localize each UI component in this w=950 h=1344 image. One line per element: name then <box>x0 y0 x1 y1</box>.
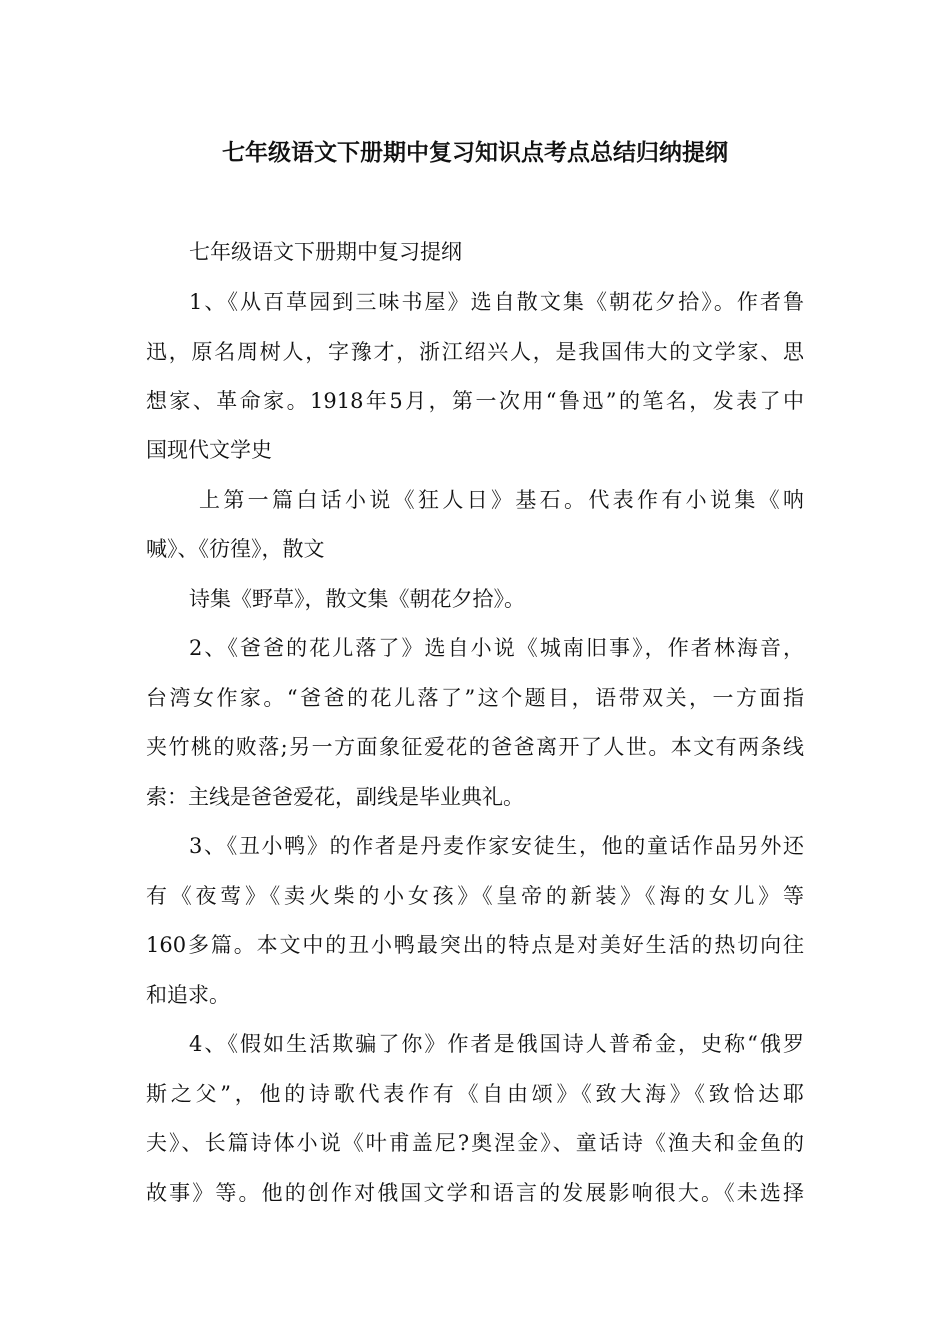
text-line: 4、《假如生活欺骗了你》作者是俄国诗人普希金，史称“俄罗 <box>189 1032 804 1056</box>
text-line: 故事》等。他的创作对俄国文学和语言的发展影响很大。《未选择 <box>146 1181 804 1205</box>
text-line: 斯之父”，他的诗歌代表作有《自由颂》《致大海》《致恰达耶 <box>146 1082 804 1106</box>
text-line: 上第一篇白话小说《狂人日》基石。代表作有小说集《呐 <box>199 488 804 512</box>
text-line: 诗集《野草》，散文集《朝花夕拾》。 <box>189 587 525 611</box>
text-line: 2、《爸爸的花儿落了》选自小说《城南旧事》，作者林海音， <box>189 636 804 660</box>
text-line: 夹竹桃的败落;另一方面象征爱花的爸爸离开了人世。本文有两条线 <box>146 735 804 759</box>
text-line: 和追求。 <box>146 983 230 1007</box>
document-title: 七年级语文下册期中复习知识点考点总结归纳提纲 <box>222 140 728 166</box>
subtitle-line: 七年级语文下册期中复习提纲 <box>189 240 462 264</box>
text-line: 160多篇。本文中的丑小鸭最突出的特点是对美好生活的热切向往 <box>146 933 804 957</box>
text-line: 夫》、长篇诗体小说《叶甫盖尼?奥涅金》、童话诗《渔夫和金鱼的 <box>146 1131 804 1155</box>
text-line: 想家、革命家。1918年5月，第一次用“鲁迅”的笔名，发表了中 <box>146 389 804 413</box>
text-line: 3、《丑小鸭》的作者是丹麦作家安徒生，他的童话作品另外还 <box>189 834 804 858</box>
text-line: 迅，原名周树人，字豫才，浙江绍兴人，是我国伟大的文学家、思 <box>146 340 804 364</box>
text-line: 1、《从百草园到三味书屋》选自散文集《朝花夕拾》。作者鲁 <box>189 290 804 314</box>
text-line: 台湾女作家。“爸爸的花儿落了”这个题目，语带双关，一方面指 <box>146 686 804 710</box>
text-line: 索：主线是爸爸爱花，副线是毕业典礼。 <box>146 785 524 809</box>
text-line: 有《夜莺》《卖火柴的小女孩》《皇帝的新装》《海的女儿》等 <box>146 884 804 908</box>
text-line: 国现代文学史 <box>146 438 272 462</box>
text-line: 喊》、《彷徨》，散文 <box>146 537 325 561</box>
